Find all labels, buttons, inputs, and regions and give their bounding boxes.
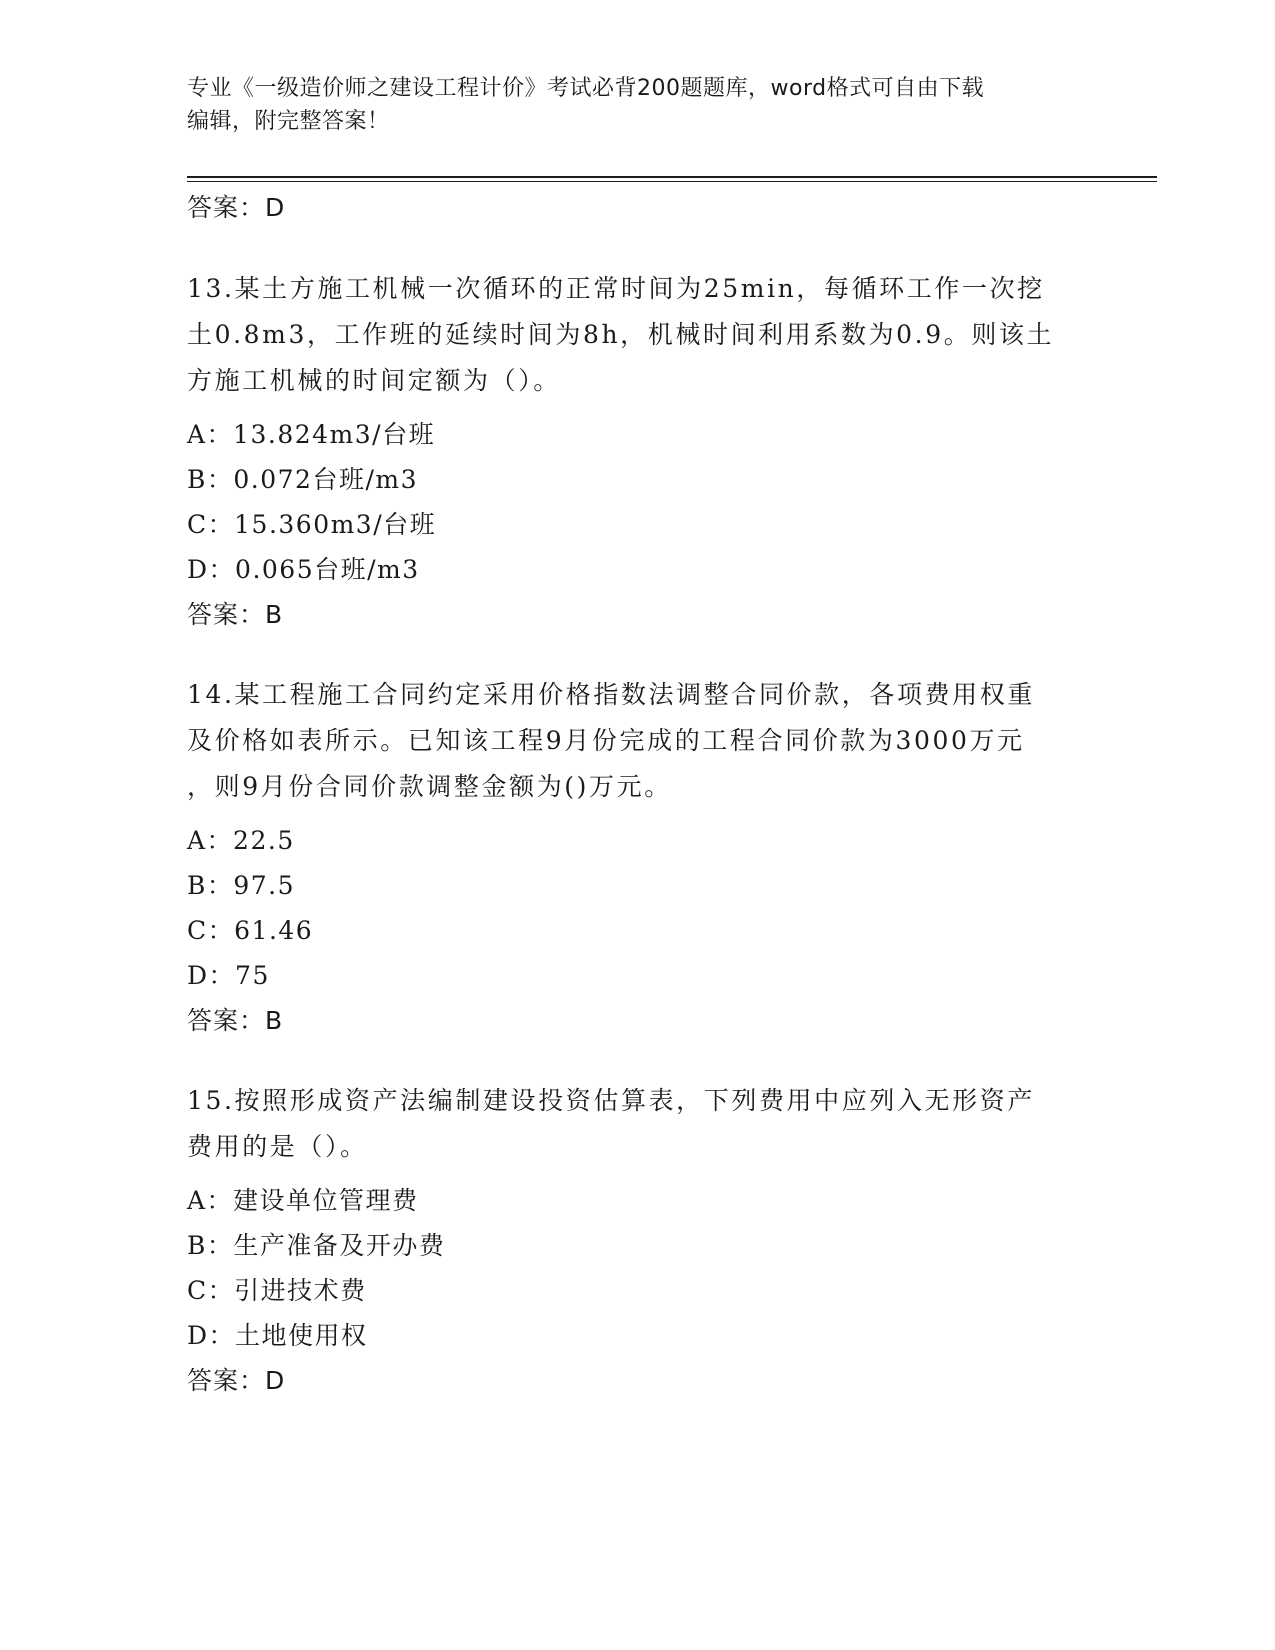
option-b: B：97.5 — [187, 871, 296, 900]
question-line: 方施工机械的时间定额为（）。 — [187, 366, 561, 395]
question-14 — [187, 672, 1087, 810]
option-d: D：土地使用权 — [187, 1321, 368, 1350]
question-13 — [187, 266, 1087, 404]
question-line: 13.某土方施工机械一次循环的正常时间为25min，每循环工作一次挖 — [187, 274, 1045, 303]
question-line: 14.某工程施工合同约定采用价格指数法调整合同价款，各项费用权重 — [187, 680, 1035, 709]
answer: 答案：B — [187, 1006, 284, 1035]
document-header — [187, 72, 1087, 138]
option-a: A：建设单位管理费 — [187, 1186, 419, 1215]
question-line: ，则9月份合同价款调整金额为()万元。 — [187, 772, 672, 801]
option-d: D：75 — [187, 961, 270, 990]
option-b: B：0.072台班/m3 — [187, 465, 418, 494]
option-b: B：生产准备及开办费 — [187, 1231, 446, 1260]
question-line: 15.按照形成资产法编制建设投资估算表，下列费用中应列入无形资产 — [187, 1086, 1035, 1115]
question-line: 土0.8m3，工作班的延续时间为8h，机械时间利用系数为0.9。则该土 — [187, 320, 1055, 349]
option-a: A：22.5 — [187, 826, 295, 855]
option-c: C：引进技术费 — [187, 1276, 367, 1305]
question-line: 费用的是（）。 — [187, 1132, 368, 1161]
option-c: C：61.46 — [187, 916, 314, 945]
option-a: A：13.824m3/台班 — [187, 420, 436, 449]
answer: 答案：D — [187, 1366, 286, 1395]
header-divider-thin — [187, 181, 1157, 182]
answer: 答案：B — [187, 600, 284, 629]
header-divider-thick — [187, 176, 1157, 178]
option-d: D：0.065台班/m3 — [187, 555, 420, 584]
header-line-1: 专业《一级造价师之建设工程计价》考试必背200题题库，word格式可自由下载 — [187, 76, 985, 101]
question-15 — [187, 1078, 1087, 1170]
option-c: C：15.360m3/台班 — [187, 510, 437, 539]
header-line-2: 编辑，附完整答案！ — [187, 109, 390, 134]
previous-answer: 答案：D — [187, 193, 286, 222]
question-line: 及价格如表所示。已知该工程9月份完成的工程合同价款为3000万元 — [187, 726, 1025, 755]
